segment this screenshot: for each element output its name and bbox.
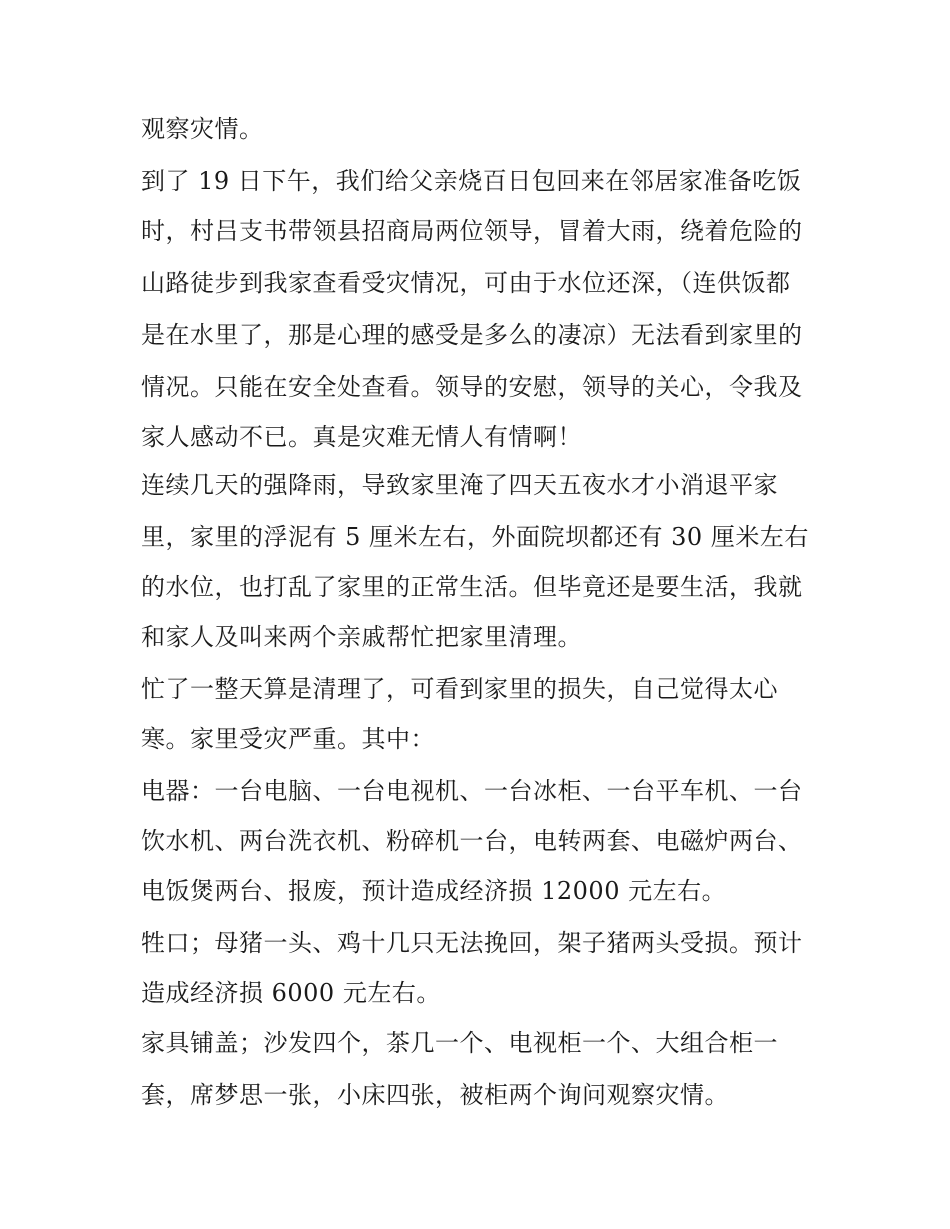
text-line: 造成经济损 6000 元左右。 (141, 979, 441, 1007)
text-line: 观察灾情。 (141, 115, 264, 143)
text-line: 山路徒步到我家查看受灾情况，可由于水位还深，（连供饭都 (141, 269, 791, 297)
text-line: 家人感动不已。真是灾难无情人有情啊！ (141, 423, 582, 451)
text-line: 是在水里了，那是心理的感受是多么的凄凉）无法看到家里的 (141, 321, 803, 349)
text-line: 连续几天的强降雨，导致家里淹了四天五夜水才小消退平家 (141, 471, 778, 499)
text-line: 里，家里的浮泥有 5 厘米左右，外面院坝都还有 30 厘米左右 (141, 523, 809, 551)
text-line: 情况。只能在安全处查看。领导的安慰，领导的关心，令我及 (141, 373, 803, 401)
text-line: 家具铺盖；沙发四个，茶几一个、电视柜一个、大组合柜一 (141, 1029, 778, 1057)
text-line: 寒。家里受灾严重。其中： (141, 725, 435, 753)
text-line: 的水位，也打乱了家里的正常生活。但毕竟还是要生活，我就 (141, 573, 803, 601)
text-line: 饮水机、两台洗衣机、粉碎机一台，电转两套、电磁炉两台、 (141, 827, 803, 855)
text-line: 牲口；母猪一头、鸡十几只无法挽回，架子猪两头受损。预计 (141, 929, 803, 957)
text-line: 忙了一整天算是清理了，可看到家里的损失，自己觉得太心 (141, 675, 778, 703)
text-line: 和家人及叫来两个亲戚帮忙把家里清理。 (141, 623, 582, 651)
text-line: 时，村吕支书带领县招商局两位领导，冒着大雨，绕着危险的 (141, 217, 803, 245)
text-line: 到了 19 日下午，我们给父亲烧百日包回来在邻居家准备吃饭 (141, 167, 802, 195)
text-line: 电饭煲两台、报废，预计造成经济损 12000 元左右。 (141, 877, 727, 905)
text-line: 套，席梦思一张，小床四张，被柜两个询问观察灾情。 (141, 1081, 729, 1109)
text-line: 电器：一台电脑、一台电视机、一台冰柜、一台平车机、一台 (141, 777, 803, 805)
